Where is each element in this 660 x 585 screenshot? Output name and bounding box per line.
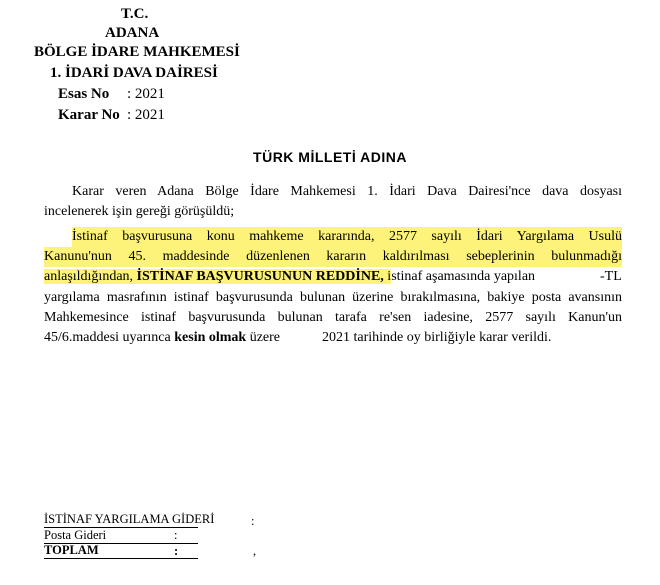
decision-line-5: Mahkemesince istinaf başvurusunda bulunan tarafa re'sen iadesine, 2577 sayılı Kanun'un [44, 309, 622, 325]
decision-line-3 [44, 267, 622, 287]
decision-line-4: yargılama masrafının istinaf başvurusunda bulunan üzerine bırakılmasına, bakiye posta avansının [44, 289, 622, 305]
esas-value: : 2021 [127, 86, 165, 102]
posta-colon: : [174, 528, 178, 542]
decision-line-6 [44, 328, 622, 348]
decision-paragraph [44, 227, 622, 348]
header-chamber: 1. İDARİ DAVA DAİRESİ [50, 65, 218, 81]
header-court: BÖLGE İDARE MAHKEMESİ [34, 44, 240, 60]
header-city: ADANA [105, 25, 160, 41]
posta-label: Posta Gideri [44, 528, 198, 544]
decision-ruling: İSTİNAF BAŞVURUSUNUN REDDİNE, [136, 269, 384, 285]
decision-line-6-prefix: 45/6.maddesi uyarınca [44, 329, 175, 345]
decision-line-3-rest: stinaf aşamasında yapılan [391, 269, 536, 285]
total-mark: , [253, 544, 257, 558]
decision-line-6-rest: 2021 tarihinde oy birliğiyle karar verildi. [322, 329, 552, 345]
total-colon: : [174, 544, 179, 558]
page-title: TÜRK MİLLETİ ADINA [253, 149, 407, 165]
intro-paragraph [44, 182, 622, 222]
decision-line-3-prefix: anlaşıldığından, [44, 269, 137, 285]
decision-line-3-tl: -TL [600, 269, 622, 285]
decision-line-2-text: Kanunu'nun 45. maddesinde düzenlenen kararın kaldırılması sebeplerinin bulunmadığı [44, 247, 622, 267]
total-underline [44, 558, 198, 559]
header-tc: T.C. [121, 6, 149, 22]
decision-line-6-mid: üzere [246, 329, 281, 345]
decision-line-3-hl-tail: i [383, 269, 392, 285]
decision-line-1-text: İstinaf başvurusuna konu mahkeme kararında, 2577 sayılı İdari Yargılama Usulü [72, 227, 622, 247]
decision-final-label: kesin olmak [174, 329, 247, 345]
expenses-title-colon: : [251, 514, 255, 528]
intro-line-1: Karar veren Adana Bölge İdare Mahkemesi 1. İdari Dava Dairesi'nce dava dosyası [72, 184, 622, 199]
total-label: TOPLAM [44, 543, 99, 557]
karar-value: : 2021 [127, 107, 165, 123]
intro-line-2: incelenerek işin gereği görüşüldü; [44, 204, 235, 220]
decision-line-2 [44, 247, 622, 267]
esas-label: Esas No [58, 86, 110, 102]
expenses-title: İSTİNAF YARGILAMA GİDERİ [44, 512, 215, 526]
decision-line-1 [44, 227, 622, 247]
karar-label: Karar No [58, 107, 120, 123]
